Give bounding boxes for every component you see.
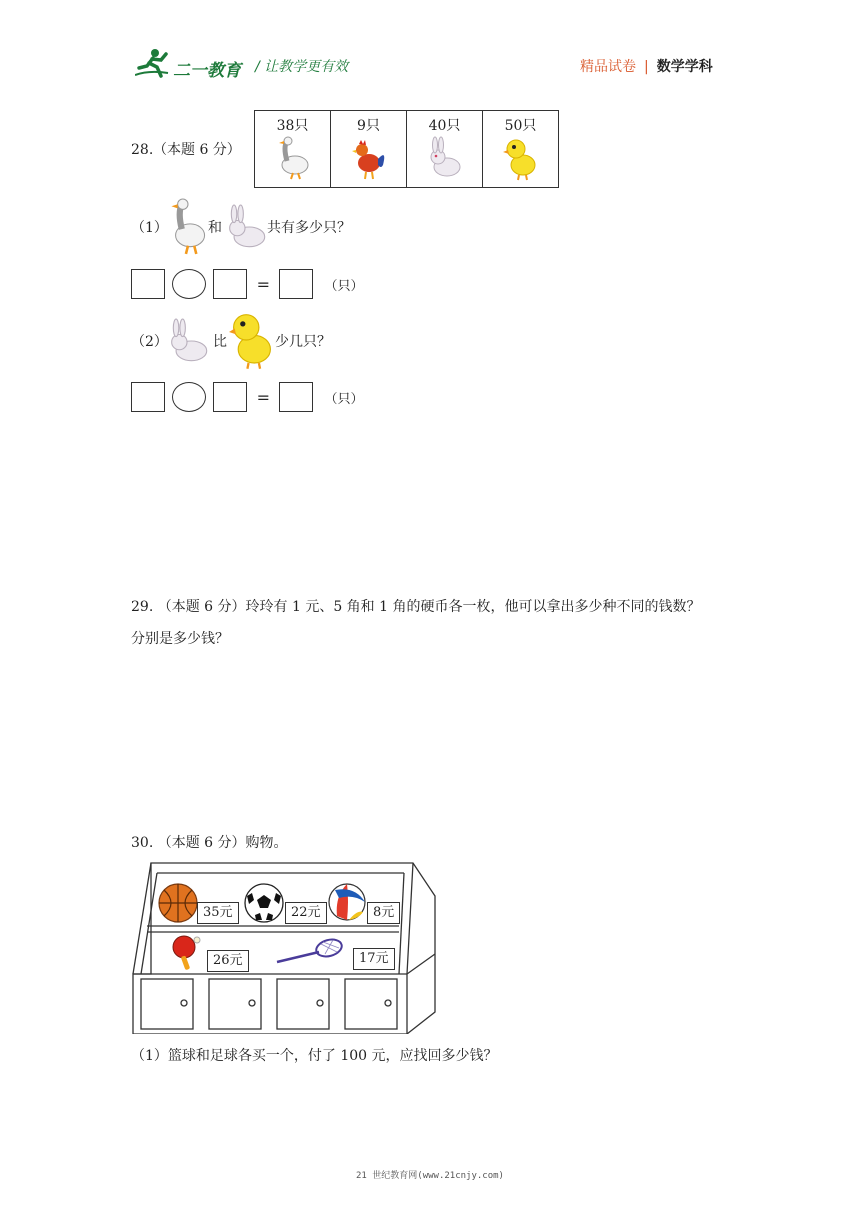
price-tag: 8元: [367, 902, 400, 924]
unit-label: （只）: [324, 278, 364, 294]
soccer-ball-icon: [243, 882, 285, 924]
rooster-icon: [349, 135, 389, 181]
q28-part2-question: [131, 310, 431, 372]
q28-points: （本题 6 分）: [153, 142, 241, 158]
q30-heading: 30. （本题 6 分）购物。: [131, 835, 288, 851]
q30-part1: （1）篮球和足球各买一个，付了 100 元，应找回多少钱？: [131, 1048, 498, 1064]
part2-label: （2）: [131, 334, 168, 350]
answer-box[interactable]: [279, 382, 313, 412]
unit-label: （只）: [324, 391, 364, 407]
header-right: [580, 56, 713, 76]
part1-question-text: 共有多少只？: [267, 220, 351, 236]
paper-tag: 精品试卷: [580, 59, 636, 75]
q29-line2: 分别是多少钱？: [131, 631, 229, 647]
answer-box[interactable]: [279, 269, 313, 299]
part1-conj: 和: [208, 220, 222, 236]
goose-icon: [167, 198, 209, 256]
subject-label: 数学学科: [656, 59, 713, 75]
answer-box[interactable]: [131, 269, 165, 299]
q28-part1-question: [131, 198, 431, 258]
header: [135, 44, 735, 84]
page-footer: 21 世纪教育网(www.21cnjy.com): [356, 1171, 504, 1181]
basketball-icon: [157, 882, 199, 924]
slogan: / 让教学更有效: [255, 59, 349, 75]
part2-question-text: 少几只？: [275, 334, 331, 350]
price-tag: 22元: [285, 902, 327, 924]
rooster-count: 9只: [357, 118, 380, 134]
price-tag: 26元: [207, 950, 249, 972]
animal-cell-goose: [255, 111, 331, 188]
q29-line1: 29. （本题 6 分）玲玲有 1 元、5 角和 1 角的硬币各一枚，他可以拿出多少种不同的钱数？: [131, 599, 701, 615]
rabbit-icon: [223, 204, 267, 250]
duckling-icon: [229, 310, 275, 370]
rabbit-icon: [165, 318, 209, 364]
animal-count-table: [254, 110, 559, 188]
duckling-icon: [501, 135, 541, 181]
duckling-count: 50只: [504, 118, 537, 134]
shop-shelf: [131, 862, 436, 1034]
answer-box[interactable]: [131, 382, 165, 412]
answer-box[interactable]: [213, 382, 247, 412]
equals-sign: =: [256, 274, 270, 294]
runner-logo-icon: [135, 48, 169, 78]
part2-conj: 比: [213, 334, 227, 350]
rabbit-icon: [425, 135, 465, 181]
answer-box[interactable]: [213, 269, 247, 299]
q28-part1-equation: [131, 269, 363, 301]
animal-cell-rooster: [331, 111, 407, 188]
header-divider: |: [644, 59, 649, 75]
rabbit-count: 40只: [428, 118, 461, 134]
goose-icon: [273, 135, 313, 181]
badminton-racket-icon: [271, 938, 345, 964]
price-tag: 17元: [353, 948, 395, 970]
part1-label: （1）: [131, 220, 168, 236]
operator-circle[interactable]: [172, 269, 206, 299]
q28-part2-equation: [131, 382, 363, 414]
q28-number: 28.: [131, 142, 154, 158]
operator-circle[interactable]: [172, 382, 206, 412]
logo-text: 二一教育: [173, 61, 241, 81]
volleyball-icon: [327, 882, 367, 922]
animal-cell-duckling: [483, 111, 559, 188]
ping-pong-paddle-icon: [169, 934, 203, 972]
price-tag: 35元: [197, 902, 239, 924]
goose-count: 38只: [276, 118, 309, 134]
animal-cell-rabbit: [407, 111, 483, 188]
equals-sign: =: [256, 387, 270, 407]
